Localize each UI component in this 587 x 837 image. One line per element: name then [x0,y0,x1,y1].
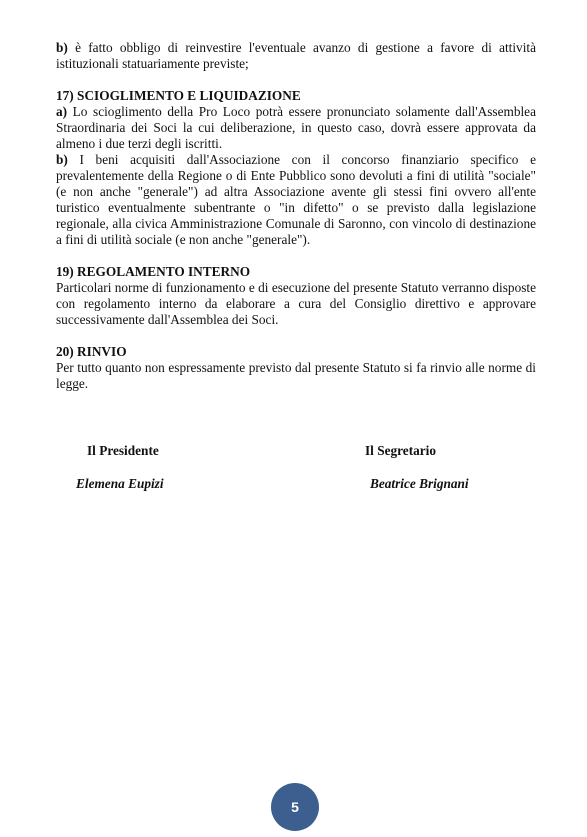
section-17-title: 17) SCIOGLIMENTO E LIQUIDAZIONE [56,88,301,103]
item-text: è fatto obbligo di reinvestire l'eventuale avanzo di gestione a favore di attività istituzionali statuariamente previste; [56,40,536,71]
section-19-title: 19) REGOLAMENTO INTERNO [56,264,251,279]
item-label: b) [56,40,68,55]
item-label: a) [56,104,68,119]
item-label: b) [56,152,68,167]
paragraph-b-reinvest [56,40,536,72]
page-number-badge: 5 [271,783,319,831]
president-role: Il Presidente [87,443,159,458]
paragraph-19: Particolari norme di funzionamento e di esecuzione del presente Statuto verranno disposte con regolamento interno da elaborare a cura del Consiglio direttivo e approvare successivamente dall'Assemblea dei Soci. [56,280,536,327]
secretary-role: Il Segretario [365,443,437,458]
paragraph-20: Per tutto quanto non espressamente previsto dal presente Statuto si fa rinvio alle norme di legge. [56,360,536,391]
item-text: Lo scioglimento della Pro Loco potrà essere pronunciato solamente dall'Assemblea Straordinaria dei Soci la cui deliberazione, in questo caso, dovrà essere approvata da almeno i due terzi degli iscritti. [56,104,536,151]
secretary-name: Beatrice Brignani [370,476,469,491]
president-name: Elemena Eupizi [76,476,164,491]
paragraph-17a [56,104,536,152]
section-20-title: 20) RINVIO [56,344,127,359]
document-body [56,40,536,392]
item-text: I beni acquisiti dall'Associazione con il concorso finanziario specifico e prevalentemente della Regione o di Ente Pubblico sono devoluti a fini di utilità "sociale" (e non anche "generale") ad altra Associazione avente gli stessi fini ovvero all'ente turistico eventualmente subentrante o "in difetto" o se previsto dalla legislazione regionale, alla civica Amministrazione Comunale di Saronno, con vincolo di destinazione a fini di utilità sociale (e non anche "generale"). [56,152,536,247]
paragraph-17b [56,152,536,248]
